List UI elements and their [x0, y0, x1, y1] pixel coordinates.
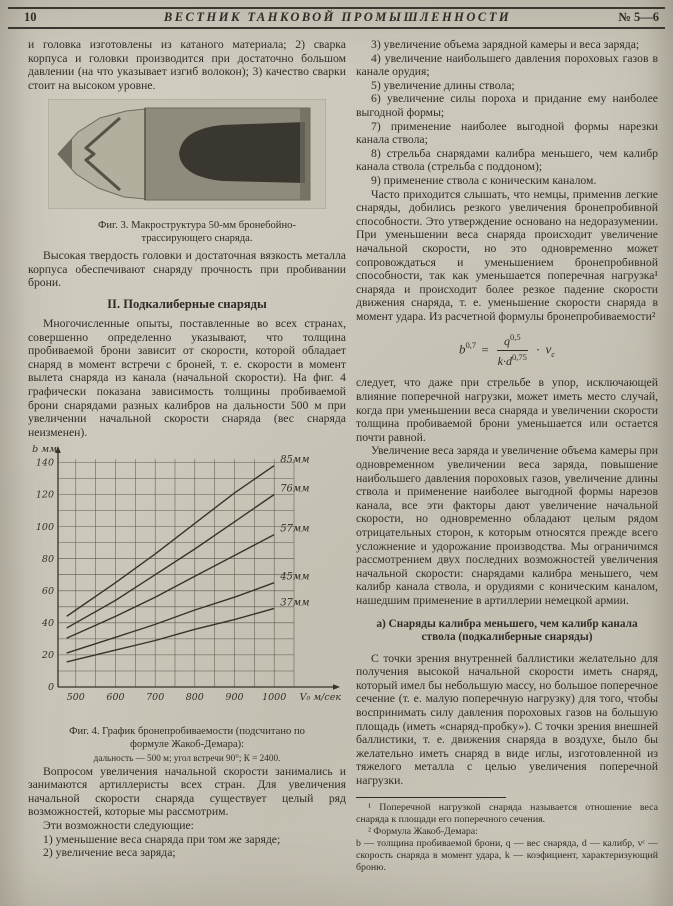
footnote: ² Формула Жакоб-Демара: — [368, 825, 478, 837]
footnote: ¹ Поперечной нагрузкой снаряда называется отношение веса снаряда к площади его поперечного сечения. — [356, 801, 658, 825]
formula-lhs: b — [459, 341, 466, 357]
list-item: 3) увеличение объема зарядной камеры и веса заряда; — [371, 38, 640, 51]
footnote: b — толщина пробиваемой брони, q — вес снаряда, d — калибр, vᶜ — скорость снаряда в момент удара, k — коэфициент, характеризующий броню. — [356, 837, 658, 873]
svg-text:20: 20 — [41, 650, 54, 662]
svg-text:80: 80 — [41, 554, 54, 566]
svg-text:700: 700 — [146, 692, 165, 704]
penetration-chart — [28, 443, 343, 715]
svg-text:600: 600 — [106, 692, 125, 704]
svg-text:800: 800 — [185, 692, 204, 704]
paragraph: С точки зрения внутренней баллистики желательно для получения высокой начальной скорости иметь снаряд, который имел бы небольшую массу, но большое поперечное сечение (т. е. малую поперечную нагрузку) для того, чтобы воспринимать силу давления пороховых газов на большую площадь (иметь «снаряд-пробку»). С точки зрения внешней баллистики, т. е. движения снаряда в воздухе, было бы желательно иметь снаряд в виде иглы, изготовленной из тяжелого металла с целью увеличения поперечной нагрузки. — [356, 651, 658, 787]
formula-equals: = — [481, 341, 489, 357]
running-header — [8, 7, 665, 29]
list-item: 2) увеличение веса заряда; — [43, 846, 176, 860]
shell-macrostructure-photo — [48, 99, 326, 209]
issue-number: № 5—6 — [618, 10, 659, 24]
footnote-rule — [356, 797, 506, 798]
journal-title: ВЕСТНИК ТАНКОВОЙ ПРОМЫШЛЕННОСТИ — [163, 10, 512, 24]
list-item: 5) увеличение длины ствола; — [371, 78, 515, 92]
two-column-body — [0, 29, 673, 906]
left-column — [28, 38, 346, 906]
svg-text:500: 500 — [66, 692, 85, 704]
formula-lhs-exponent: 0,7 — [465, 340, 477, 351]
svg-text:85мм: 85мм — [280, 454, 310, 466]
paragraph: следует, что даже при стрельбе в упор, исключающей влияние поперечной нагрузки, может иметь место случай, когда при уменьшении веса снаряда и увеличении скорости толщина пробиваемой брони уменьшается или остается почти равной. — [356, 376, 658, 444]
subsection-heading: а) Снаряды калибра меньшего, чем калибр канала ствола (подкалиберные снаряды) — [376, 617, 638, 644]
svg-text:V₀ м/сек: V₀ м/сек — [299, 692, 341, 704]
svg-text:0: 0 — [47, 682, 54, 694]
formula-velocity-subscript: c — [551, 349, 555, 360]
svg-text:100: 100 — [35, 522, 54, 534]
formula-multiply-dot: · — [535, 341, 541, 357]
list-item: 1) уменьшение веса снаряда при том же заряде; — [43, 832, 281, 846]
svg-text:57мм: 57мм — [280, 523, 310, 535]
paragraph: Часто приходится слышать, что немцы, применив легкие снаряды, добились резкого увеличения бронепробивной способности. Это утверждение основано на недоразумении. При уменьшении веса снаряда происходит увеличение начальной скорости, но это одновременно может сопровождаться и уменьшением бронепробивной способности, так как уменьшается поперечная нагрузка¹ снаряда и происходит более резкое падение скорости движения снаряда, т. е. уменьшение скорости снаряда в момент удара. Из расчетной формулы бронепробиваемости² — [356, 187, 658, 323]
list-item: 8) стрельба снарядами калибра меньшего, чем калибр канала ствола (стрельба с поддоном); — [356, 146, 658, 174]
figure-4-caption-note: дальность — 500 м; угол встречи 90°; К = 2400. — [93, 753, 281, 764]
svg-text:1000: 1000 — [262, 692, 287, 704]
paragraph: Высокая твердость головки и достаточная вязкость металла корпуса обеспечивают снаряду прочность при пробивании брони. — [28, 249, 346, 290]
page-number: 10 — [24, 10, 37, 24]
list-item: 7) применение наиболее выгодной формы нарезки канала ствола; — [356, 119, 658, 147]
svg-text:37мм: 37мм — [280, 597, 310, 609]
formula-fraction — [497, 332, 528, 369]
section-heading: II. Подкалиберные снаряды — [107, 296, 267, 311]
svg-text:900: 900 — [225, 692, 244, 704]
svg-text:60: 60 — [41, 586, 54, 598]
formula-velocity: v — [545, 341, 552, 357]
list-item: 4) увеличение наибольшего давления пороховых газов в канале орудия; — [356, 51, 658, 79]
svg-text:76мм: 76мм — [280, 483, 310, 495]
figure-3-caption-text: Фиг. 3. Макроструктура 50-мм бронебойно-трассирующего снаряда. — [98, 220, 296, 244]
paragraph: и головка изготовлены из катаного материала; 2) сварка корпуса и головки производится при достаточно большом давлении (на что указывает изгиб волокон); 3) качество сварки стоит на высоком уровне. — [28, 38, 346, 92]
figure-4 — [28, 443, 346, 764]
formula-numerator: $q^{0,5}$ — [497, 332, 528, 351]
figure-4-caption — [28, 726, 346, 764]
paragraph: Вопросом увеличения начальной скорости занимались и занимаются артиллеристы всех стран. Для увеличения начальной скорости снаряда существует целый ряд возможностей, которые мы рассмотрим. — [28, 764, 346, 819]
svg-text:45мм: 45мм — [280, 572, 310, 584]
paragraph: Эти возможности следующие: — [43, 818, 194, 832]
figure-3-caption — [48, 220, 346, 245]
penetration-formula — [356, 332, 658, 369]
right-column — [356, 38, 658, 906]
footnotes-block — [356, 797, 658, 875]
figure-4-caption-text: Фиг. 4. График бронепробиваемости (подсчитано по формуле Жакоб-Демара): — [69, 726, 305, 750]
svg-text:b мм: b мм — [32, 444, 57, 456]
svg-text:120: 120 — [35, 490, 54, 502]
list-item: 9) применение ствола с коническим каналом. — [371, 173, 597, 187]
figure-3 — [48, 99, 346, 245]
paragraph: Увеличение веса заряда и увеличение объема камеры при одновременном увеличении веса заряда, повышение наибольшего давления пороховых газов, увеличение длины ствола и применение наиболее выгодной формы нарезов канала, все эти факторы дают увеличение начальной скорости, но одновременно обладают целым рядом отрицательных сторон, к которым относятся прежде всего усложнение и удорожание производства. Мы ограничимся рассмотрением двух последних возможностей увеличения начальной скорости: снарядами калибра меньшего, чем калибр канала ствола, и орудиями с коническим каналом, нашедшим применение в артиллерии немецкой армии. — [356, 444, 658, 607]
formula-denominator: $k\cdot d^{0,75}$ — [497, 352, 527, 369]
svg-text:140: 140 — [35, 457, 54, 469]
paragraph: Многочисленные опыты, поставленные во всех странах, совершенно определенно указывают, что толщина пробиваемой брони зависит от скорости, которой обладает снаряд в момент встречи с броней, т. е. скорости в момент вылета снаряда из канала (начальной скорости). На фиг. 4 графически показана зависимость толщины пробиваемой брони снарядами разных калибров на дальности 500 м при увеличении начальной скорости снаряда (вес снаряда неизменен). — [28, 316, 346, 439]
svg-text:40: 40 — [41, 618, 54, 630]
list-item: 6) увеличение силы пороха и придание ему наиболее выгодной формы; — [356, 92, 658, 119]
